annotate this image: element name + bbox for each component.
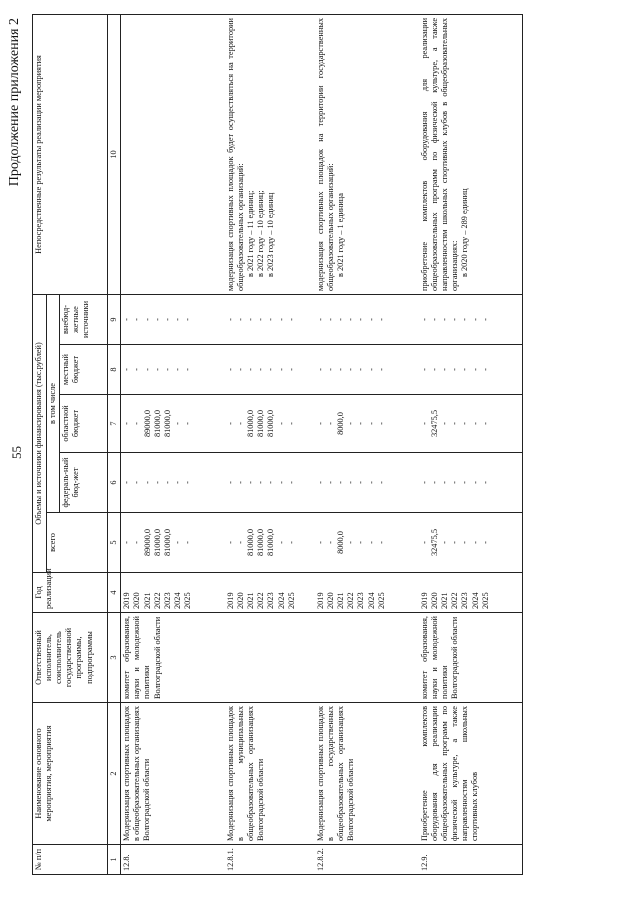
row-years: 2019 2020 2021 2022 2023 2024 2025 <box>419 573 523 613</box>
row-executor <box>225 613 315 703</box>
row-federal: - - - - - - - <box>225 453 315 513</box>
col-number: 9 <box>108 294 121 344</box>
row-years: 2019 2020 2021 2022 2023 2024 2025 <box>121 573 225 613</box>
row-local: - - - - - - - <box>121 345 225 395</box>
row-offbudget: - - - - - - - <box>315 294 419 344</box>
col-number: 10 <box>108 14 121 294</box>
row-years: 2019 2020 2021 2022 2023 2024 2025 <box>225 573 315 613</box>
header-offbudget: внебюд-жетные источники <box>60 294 108 344</box>
header-regional: областной бюджет <box>60 395 108 453</box>
row-total: - - 81000,0 81000,0 81000,0 - - <box>225 513 315 573</box>
header-local: местный бюджет <box>60 345 108 395</box>
row-num: 12.8.1. <box>225 845 315 875</box>
col-number: 5 <box>108 513 121 573</box>
col-number: 4 <box>108 573 121 613</box>
header-funding: Объемы и источники финансирования (тыс.рублей) <box>33 294 47 572</box>
table-row <box>225 14 315 874</box>
row-num: 12.9. <box>419 845 523 875</box>
col-number: 3 <box>108 613 121 703</box>
row-total: - - 8000,0 - - - - <box>315 513 419 573</box>
col-number: 7 <box>108 395 121 453</box>
row-name: Приобретение комплектов оборудования для реализации общеобразовательных программ по физической культуре, а также направленностям школьных спортивных клубов <box>419 703 523 845</box>
row-name: Модернизация спортивных площадок в государственных общеобразовательных организациях Волгоградской области <box>315 703 419 845</box>
row-offbudget: - - - - - - - <box>225 294 315 344</box>
row-results: приобретение комплектов оборудования для реализации общеобразовательных программ по физической культуре, а также направленностям школьных спортивных клубов в общеобразовательных организациях: в 2020 году – 289 единиц <box>419 14 523 294</box>
header-name: Наименование основного мероприятия, мероприятия <box>33 703 108 845</box>
row-local: - - - - - - - <box>419 345 523 395</box>
row-executor: комитет образования, науки и молодежной политики Волгоградской области <box>419 613 523 703</box>
row-offbudget: - - - - - - - <box>121 294 225 344</box>
row-num: 12.8. <box>121 845 225 875</box>
row-results: модернизация спортивных площадок будет осуществляться на территории общеобразовательных организаций: в 2021 году – 11 единиц; в 2022 году – 10 единиц; в 2023 году – 10 единиц <box>225 14 315 294</box>
row-name: Модернизация спортивных площадок в общеобразовательных организациях Волгоградской области <box>121 703 225 845</box>
financing-table <box>32 14 523 875</box>
row-federal: - - - - - - - <box>315 453 419 513</box>
row-regional: - - 81000,0 81000,0 81000,0 - - <box>225 395 315 453</box>
row-regional: - - 89000,0 81000,0 81000,0 - - <box>121 395 225 453</box>
page-number: 55 <box>9 446 24 459</box>
row-federal: - - - - - - - <box>121 453 225 513</box>
header-row <box>33 14 47 874</box>
row-executor: комитет образования, науки и молодежной политики Волгоградской области <box>121 613 225 703</box>
row-regional: - - 8000,0 - - - - <box>315 395 419 453</box>
row-name: Модернизация спортивных площадок в муниципальных общеобразовательных организациях Волгоградской области <box>225 703 315 845</box>
table-row <box>315 14 419 874</box>
row-results: модернизация спортивных площадок на территории государственных общеобразовательных организаций: в 2021 году – 1 единица <box>315 14 419 294</box>
table-row <box>121 14 225 874</box>
row-total: - 32475,5 - - - - - <box>419 513 523 573</box>
row-executor <box>315 613 419 703</box>
row-years: 2019 2020 2021 2022 2023 2024 2025 <box>315 573 419 613</box>
header-year: Год реализации <box>33 573 108 613</box>
row-num: 12.8.2. <box>315 845 419 875</box>
header-num: № п/п <box>33 845 108 875</box>
table-row <box>419 14 523 874</box>
header-total: всего <box>47 513 108 573</box>
header-results: Непосредственные результаты реализации мероприятия <box>33 14 108 294</box>
column-numbers-row <box>108 14 121 874</box>
header-federal: федераль-ный бюд-жет <box>60 453 108 513</box>
row-local: - - - - - - - <box>315 345 419 395</box>
row-federal: - - - - - - - <box>419 453 523 513</box>
row-total: - - 89000,0 81000,0 81000,0 - - <box>121 513 225 573</box>
header-executor: Ответственный исполнитель, соисполнитель государственной программы, подпрограммы <box>33 613 108 703</box>
row-local: - - - - - - - <box>225 345 315 395</box>
row-regional: - 32475,5 - - - - - <box>419 395 523 453</box>
row-results <box>121 14 225 294</box>
col-number: 6 <box>108 453 121 513</box>
appendix-title: Продолжение приложения 2 <box>7 18 22 187</box>
col-number: 1 <box>108 845 121 875</box>
col-number: 2 <box>108 703 121 845</box>
col-number: 8 <box>108 345 121 395</box>
header-incl: в том числе <box>47 294 60 512</box>
row-offbudget: - - - - - - - <box>419 294 523 344</box>
